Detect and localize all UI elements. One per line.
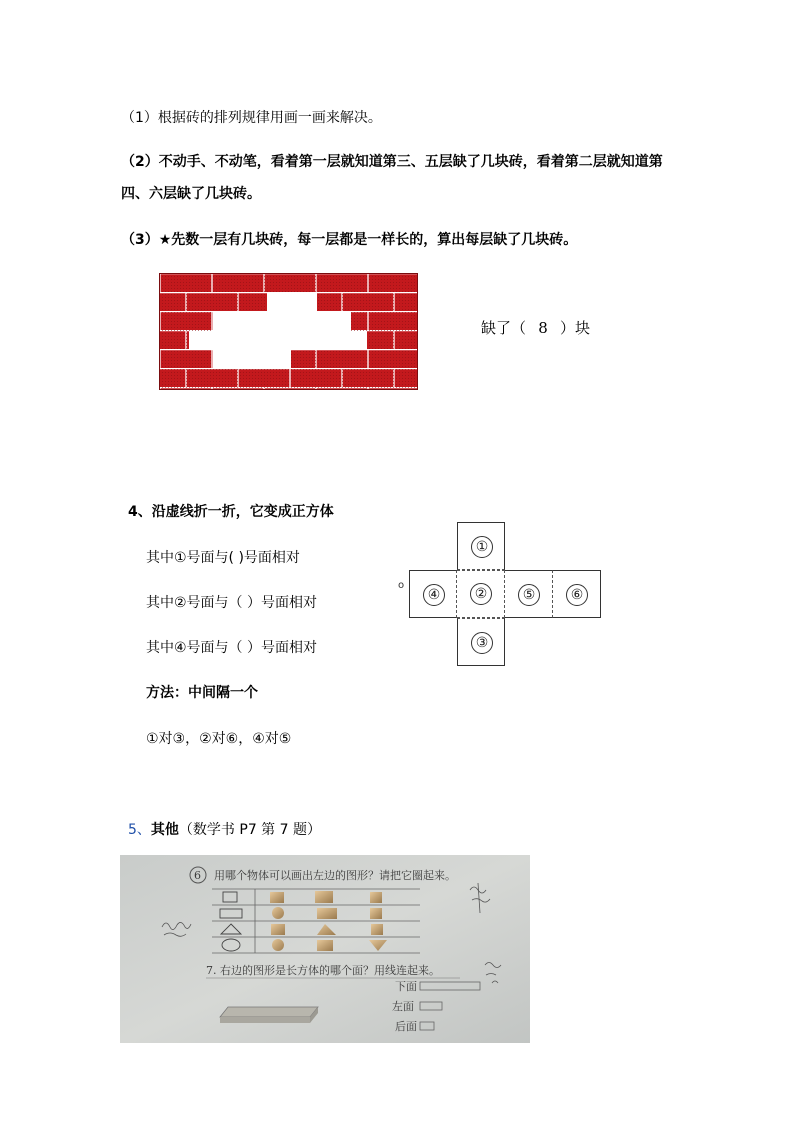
brick-answer xyxy=(481,318,590,338)
instruction-2a: （2）不动手、不动笔，看着第一层就知道第三、五层缺了几块砖，看着第二层就知道第 xyxy=(121,154,663,170)
instruction-2b: 四、六层缺了几块砖。 xyxy=(121,186,261,202)
section5-title-bold: 其他 xyxy=(150,822,179,838)
face-label-2: ② xyxy=(470,583,492,605)
face-label-6: ⑥ xyxy=(566,584,588,606)
instruction-3: （3）★先数一层有几块砖，每一层都是一样长的，算出每层缺了几块砖。 xyxy=(121,232,578,248)
face-label-back: 后面 xyxy=(395,1020,417,1033)
brick-answer-suffix: ）块 xyxy=(560,319,591,337)
section5-title xyxy=(128,820,321,840)
q6-text: 用哪个物体可以画出左边的图形？请把它圈起来。 xyxy=(214,869,456,882)
section4-title: 4、沿虚线折一折，它变成正方体 xyxy=(128,504,334,520)
face-label-5: ⑤ xyxy=(518,584,540,606)
section5-title-rest: （数学书 P7 第 7 题） xyxy=(178,822,321,838)
net-face-5 xyxy=(505,570,553,618)
cube-question-3: 其中④号面与（ ）号面相对 xyxy=(146,640,318,656)
cube-net xyxy=(398,520,608,670)
net-face-6 xyxy=(553,570,601,618)
face-label-left: 左面 xyxy=(392,1000,414,1013)
section5-number: 5、 xyxy=(128,822,151,838)
method-label: 方法：中间隔一个 xyxy=(146,685,258,701)
net-side-mark: o xyxy=(398,580,405,591)
q7-text: 7. 右边的图形是长方体的哪个面？用线连起来。 xyxy=(206,964,440,977)
net-face-4 xyxy=(409,570,457,618)
brick-answer-prefix: 缺了（ xyxy=(481,319,527,337)
net-face-1 xyxy=(457,522,505,570)
instruction-1: （1）根据砖的排列规律用画一画来解决。 xyxy=(121,110,382,126)
face-label-3: ③ xyxy=(471,632,493,654)
face-label-1: ① xyxy=(471,536,493,558)
brick-wall-figure xyxy=(159,273,418,390)
face-label-4: ④ xyxy=(423,584,445,606)
q7-cuboid xyxy=(220,1007,318,1017)
face-label-bottom: 下面 xyxy=(395,980,417,993)
cube-question-1: 其中①号面与( )号面相对 xyxy=(146,550,300,566)
method-answer: ①对③，②对⑥，④对⑤ xyxy=(146,731,292,747)
net-fold-lines xyxy=(457,570,505,618)
cube-question-2: 其中②号面与（ ）号面相对 xyxy=(146,595,318,611)
q6-number: 6 xyxy=(194,869,201,882)
net-face-3 xyxy=(457,618,505,666)
textbook-photo xyxy=(120,855,530,1043)
brick-answer-value: 8 xyxy=(538,319,548,337)
